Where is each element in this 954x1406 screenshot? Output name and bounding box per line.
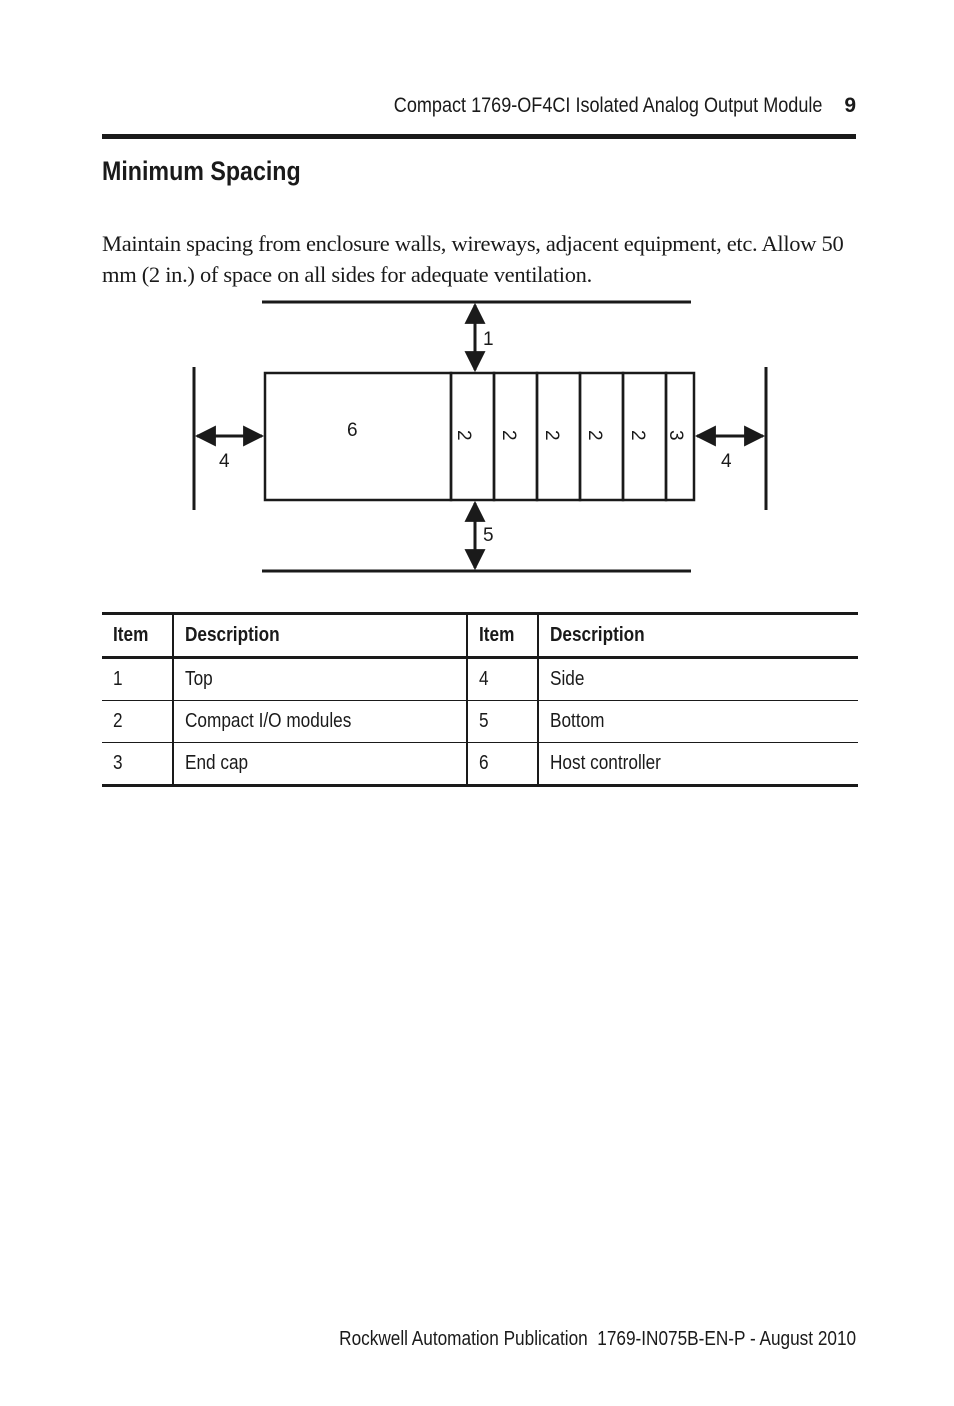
footer-publication: Rockwell Automation Publication 1769-IN075B-EN-P - August 2010	[339, 1328, 856, 1350]
description-cell: Bottom	[550, 710, 605, 732]
header-item: Item	[102, 614, 173, 658]
item-number-cell: 2	[102, 701, 173, 743]
description-cell: Compact I/O modules	[173, 701, 467, 743]
callout-module: 2	[584, 430, 605, 441]
item-number-cell: 3	[102, 743, 173, 786]
item-number-cell: 5	[467, 701, 538, 743]
table-row	[102, 743, 858, 786]
header-description: Description	[550, 624, 645, 646]
description-cell: Side	[550, 668, 585, 690]
table-row	[102, 701, 858, 743]
callout-end-cap: 3	[665, 430, 686, 441]
header-item: Item	[467, 614, 538, 658]
item-number-cell: 4	[467, 658, 538, 701]
header-rule	[102, 134, 856, 139]
callout-side-right: 4	[721, 451, 732, 472]
section-title: Minimum Spacing	[102, 156, 301, 186]
host-controller-box	[265, 373, 451, 500]
callout-module: 2	[453, 430, 474, 441]
callout-host-controller: 6	[347, 420, 358, 441]
item-number-cell: 6	[467, 743, 538, 786]
callout-module: 2	[498, 430, 519, 441]
header-description: Description	[173, 614, 467, 658]
description-cell: Host controller	[550, 752, 661, 774]
callout-module: 2	[627, 430, 648, 441]
table-header-row	[102, 614, 858, 658]
intro-paragraph: Maintain spacing from enclosure walls, wireways, adjacent equipment, etc. Allow 50 mm (2 in.) of space on all sides for adequate ventilation.	[102, 231, 844, 287]
callout-top: 1	[483, 329, 494, 350]
item-description-table	[102, 612, 858, 787]
table-row	[102, 658, 858, 701]
page-number: 9	[844, 94, 856, 117]
callout-side-left: 4	[219, 451, 230, 472]
spacing-diagram	[180, 295, 780, 580]
item-number-cell: 1	[102, 658, 173, 701]
running-header-title: Compact 1769-OF4CI Isolated Analog Output Module	[393, 94, 822, 117]
description-cell: End cap	[173, 743, 467, 786]
description-cell: Top	[173, 658, 467, 701]
callout-bottom: 5	[483, 525, 494, 546]
callout-module: 2	[541, 430, 562, 441]
